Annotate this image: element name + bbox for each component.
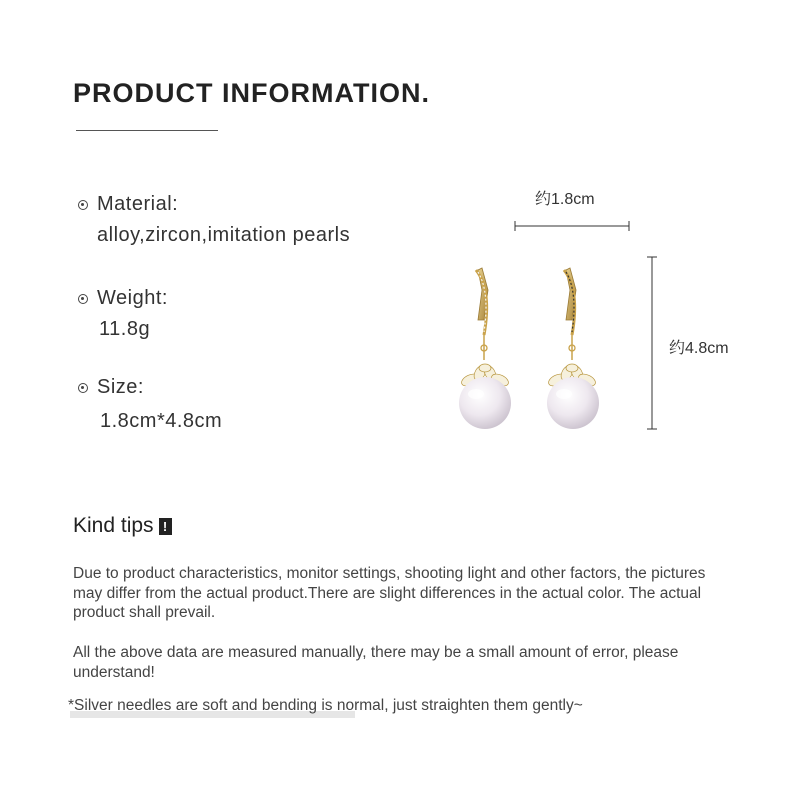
size-label: Size: [97,376,144,398]
width-dimension-label: 约1.8cm [535,191,595,208]
silver-needle-note: *Silver needles are soft and bending is normal, just straighten them gently~ [68,697,583,714]
page-title: PRODUCT INFORMATION. [73,78,430,108]
weight-value: 11.8g [99,318,151,340]
earring-right [547,268,599,429]
earrings-image [440,260,630,435]
weight-label: Weight: [97,287,168,309]
size-value: 1.8cm*4.8cm [100,410,223,432]
material-label: Material: [97,193,179,215]
tips-paragraph-2: All the above data are measured manually, there may be a small amount of error, please understand! [73,644,679,681]
kind-tips-heading [73,514,172,538]
material-value: alloy,zircon,imitation pearls [97,224,351,246]
tips-paragraph-1: Due to product characteristics, monitor settings, shooting light and other factors, the pictures may differ from the actual product.There are slight differences in the actual color. The actual product shall prevail. [73,565,706,621]
height-dimension-label: 约4.8cm [669,340,729,357]
earring-left [459,268,511,429]
kind-tips-title: Kind tips [73,514,154,537]
warning-icon: ! [159,518,172,535]
